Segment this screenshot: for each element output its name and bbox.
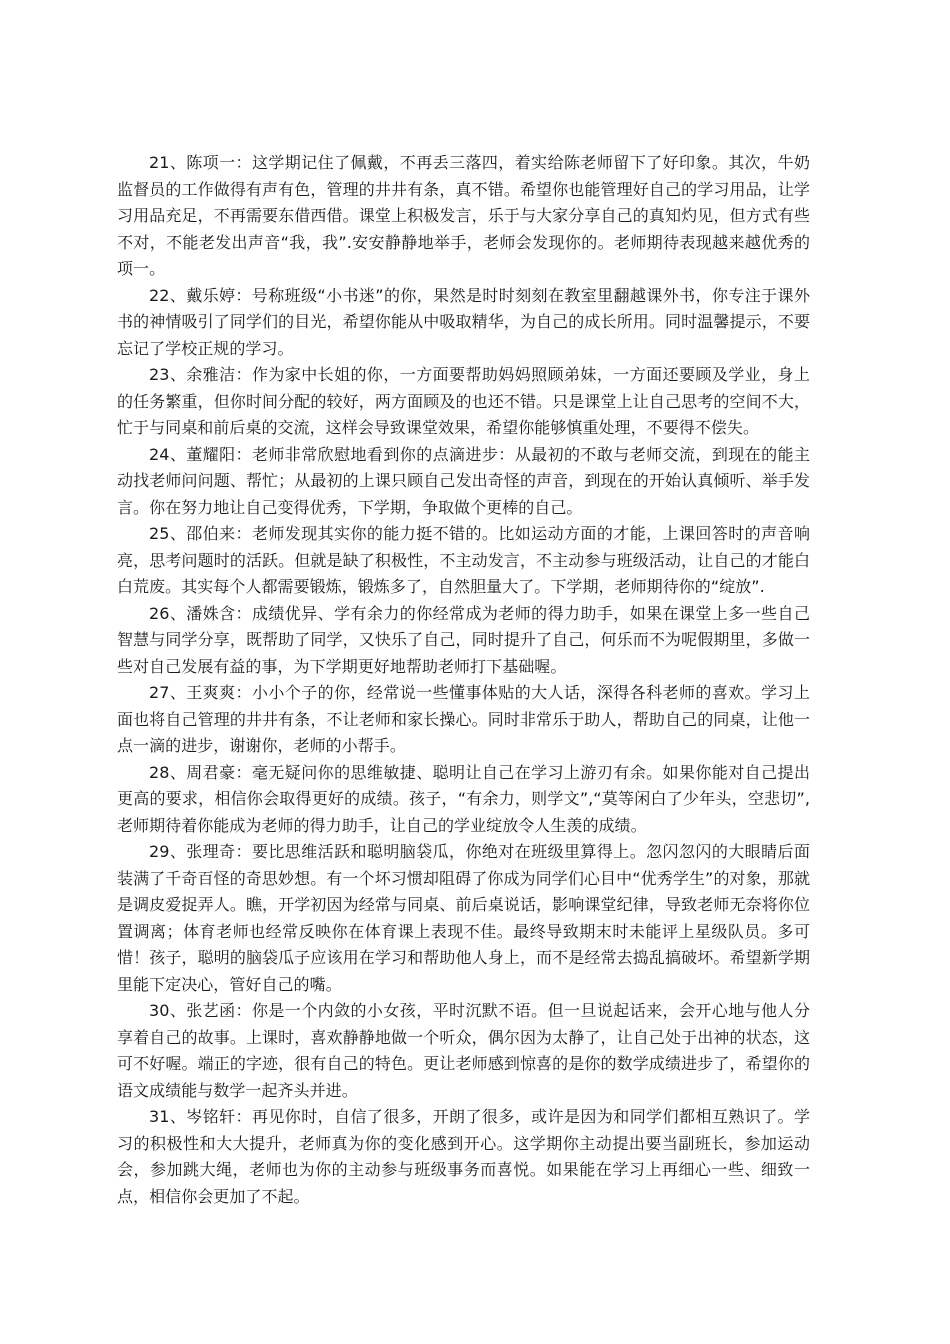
comment-paragraph-24: 24、董耀阳：老师非常欣慰地看到你的点滴进步：从最初的不敢与老师交流，到现在的能主动找老师问问题、帮忙；从最初的上课只顾自己发出奇怪的声音，到现在的开始认真倾听、举手发言。你在努力地让自己变得优秀，下学期，争取做个更棒的自己。 — [117, 444, 810, 517]
comment-paragraph-26: 26、潘姝含：成绩优异、学有余力的你经常成为老师的得力助手，如果在课堂上多一些自己智慧与同学分享，既帮助了同学，又快乐了自己，同时提升了自己，何乐而不为呢假期里，多做一些对自己发展有益的事，为下学期更好地帮助老师打下基础喔。 — [117, 603, 810, 676]
comment-paragraph-25: 25、邵伯来：老师发现其实你的能力挺不错的。比如运动方面的才能，上课回答时的声音响亮，思考问题时的活跃。但就是缺了积极性，不主动发言，不主动参与班级活动，让自己的才能白白荒废。其实每个人都需要锻炼，锻炼多了，自然胆量大了。下学期，老师期待你的“绽放”. — [117, 524, 810, 596]
comment-paragraph-21: 21、陈项一：这学期记住了佩戴，不再丢三落四，着实给陈老师留下了好印象。其次，牛奶监督员的工作做得有声有色，管理的井井有条，真不错。希望你也能管理好自己的学习用品，让学习用品充足，不再需要东借西借。课堂上积极发言，乐于与大家分享自己的真知灼见，但方式有些不对，不能老发出声音“我，我”.安安静静地举手，老师会发现你的。老师期待表现越来越优秀的项一。 — [117, 153, 810, 278]
comment-paragraph-29: 29、张理奇：要比思维活跃和聪明脑袋瓜，你绝对在班级里算得上。忽闪忽闪的大眼睛后面装满了千奇百怪的奇思妙想。有一个坏习惯却阻碍了你成为同学们心目中“优秀学生”的对象，那就是调皮爱捉弄人。瞧，开学初因为经常与同桌、前后桌说话，影响课堂纪律，导致老师无奈将你位置调离；体育老师也经常反映你在体育课上表现不佳。最终导致期末时未能评上星级队员。多可惜！孩子，聪明的脑袋瓜子应该用在学习和帮助他人身上，而不是经常去捣乱搞破坏。希望新学期里能下定决心，管好自己的嘴。 — [117, 842, 810, 994]
comment-paragraph-23: 23、余雅洁：作为家中长姐的你，一方面要帮助妈妈照顾弟妹，一方面还要顾及学业，身上的任务繁重，但你时间分配的较好，两方面顾及的也还不错。只是课堂上让自己思考的空间不大，忙于与同桌和前后桌的交流，这样会导致课堂效果，希望你能够慎重处理，不要得不偿失。 — [117, 365, 810, 437]
comment-paragraph-30: 30、张艺函：你是一个内敛的小女孩，平时沉默不语。但一旦说起话来，会开心地与他人分享着自己的故事。上课时，喜欢静静地做一个听众，偶尔因为太静了，让自己处于出神的状态，这可不好喔。端正的字迹，很有自己的特色。更让老师感到惊喜的是你的数学成绩进步了，希望你的语文成绩能与数学一起齐头并进。 — [117, 1001, 810, 1100]
comment-paragraph-31: 31、岑铭轩：再见你时，自信了很多，开朗了很多，或许是因为和同学们都相互熟识了。学习的积极性和大大提升，老师真为你的变化感到开心。这学期你主动提出要当副班长，参加运动会，参加跳大绳，老师也为你的主动参与班级事务而喜悦。如果能在学习上再细心一些、细致一点，相信你会更加了不起。 — [117, 1107, 810, 1206]
comment-paragraph-27: 27、王爽爽：小小个子的你，经常说一些懂事体贴的大人话，深得各科老师的喜欢。学习上面也将自己管理的井井有条，不让老师和家长操心。同时非常乐于助人，帮助自己的同桌，让他一点一滴的进步，谢谢你，老师的小帮手。 — [117, 683, 810, 755]
document-page — [117, 150, 810, 1230]
comment-paragraph-28: 28、周君豪：毫无疑问你的思维敏捷、聪明让自己在学习上游刃有余。如果你能对自己提出更高的要求，相信你会取得更好的成绩。孩子，“有余力，则学文”,“莫等闲白了少年头，空悲切”,老师期待着你能成为老师的得力助手，让自己的学业绽放令人生羡的成绩。 — [117, 762, 810, 835]
comment-paragraph-22: 22、戴乐婷：号称班级“小书迷”的你，果然是时时刻刻在教室里翻越课外书，你专注于课外书的神情吸引了同学们的目光，希望你能从中吸取精华，为自己的成长所用。同时温馨提示，不要忘记了学校正规的学习。 — [117, 285, 810, 358]
